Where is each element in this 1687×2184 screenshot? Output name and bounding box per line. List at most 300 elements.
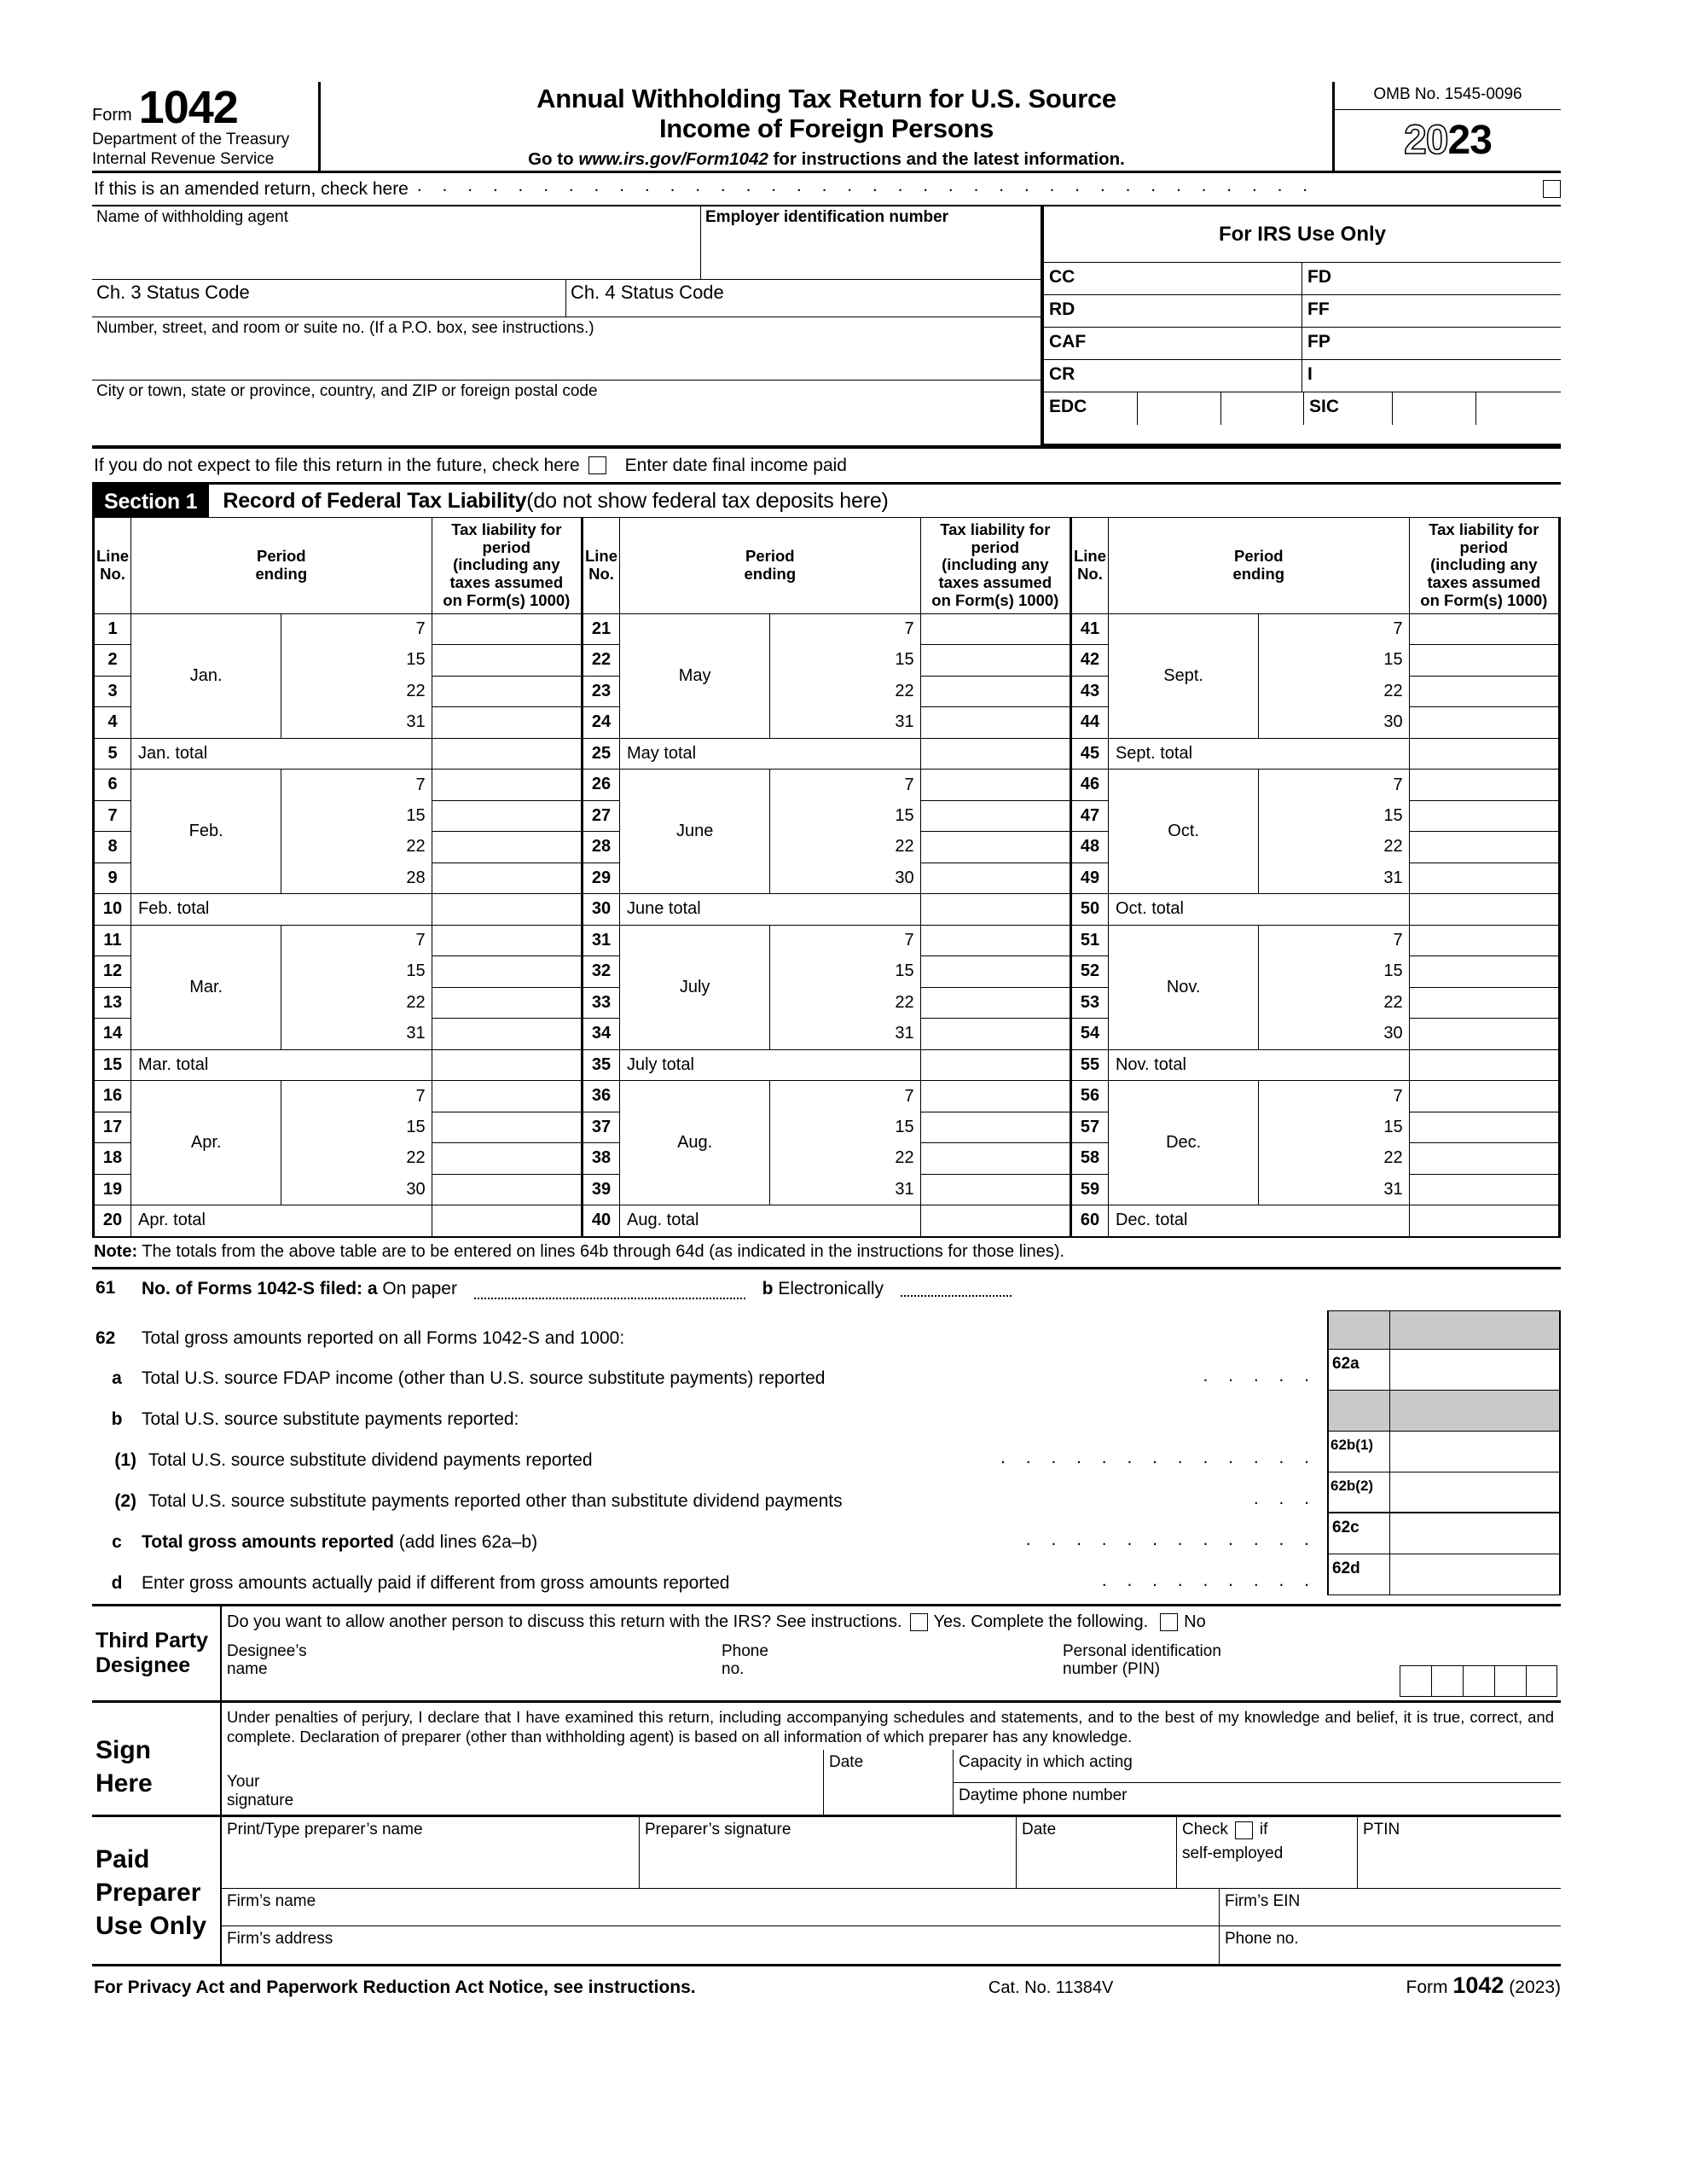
agent-info-block [92,205,1561,447]
line-61a-label: On paper [377,1278,457,1298]
line-number-cell: 38 [582,1143,619,1175]
line-number-cell: 26 [582,770,619,801]
tax-liability-input-cell[interactable] [432,1019,582,1050]
month-total-label-cell: May total [619,738,920,770]
period-ending-day-cell: 31 [770,707,920,739]
section-1-bar [92,482,1561,517]
preparer-date-field[interactable] [1017,1817,1177,1888]
ch3-status-code-field[interactable] [92,280,566,317]
irs-field-cc[interactable]: CC [1044,263,1302,294]
tax-liability-input-cell[interactable] [920,863,1070,894]
line-number-cell: 56 [1070,1081,1108,1112]
irs-use-only-title: For IRS Use Only [1044,206,1561,263]
paid-preparer-body [222,1817,1561,1964]
paid-preparer-label-line-1: Paid [96,1845,150,1874]
col-header-line-no-2: Line No. [582,518,619,614]
line-62a-letter: a [112,1368,122,1388]
month-total-input-cell[interactable] [1409,738,1559,770]
footer-form-number: 1042 [1452,1972,1504,1999]
final-income-date-label: Enter date final income paid [624,455,847,475]
signature-date-field[interactable] [824,1750,954,1815]
employer-id-number-field[interactable] [701,206,1041,280]
your-signature-label-2: signature [227,1791,294,1809]
ptin-field[interactable] [1358,1817,1561,1888]
tax-liability-input-cell[interactable] [1409,800,1559,832]
month-total-label-cell: July total [619,1049,920,1081]
month-label-cell: Dec. [1108,1081,1258,1205]
paid-preparer-label-line-3: Use Only [96,1912,207,1941]
designee-phone-label-1: Phone [722,1641,768,1660]
designee-pin-field[interactable] [1058,1637,1561,1700]
form-sheet [92,82,1561,1999]
city-state-zip-field[interactable] [92,380,1041,447]
final-return-line [92,447,1561,482]
line-number-cell: 17 [94,1112,131,1143]
goto-suffix: for instructions and the latest information. [768,148,1125,169]
amount-value-62b2[interactable] [1390,1472,1559,1512]
amount-value-62a[interactable] [1390,1350,1559,1390]
footer-form-year: (2023) [1504,1978,1561,1998]
line-number-cell: 7 [94,800,131,832]
daytime-phone-field[interactable] [954,1783,1561,1815]
designee-name-label-2: name [227,1660,268,1679]
line-62b1-letter: (1) [114,1449,136,1470]
form-title-line-1: Annual Withholding Tax Return for U.S. Source [536,84,1116,113]
line-number-cell: 11 [94,925,131,956]
third-party-question-row [222,1606,1561,1637]
irs-field-fd[interactable]: FD [1307,267,1331,287]
liability-total-row [94,1205,1560,1237]
third-party-question-text: Do you want to allow another person to discuss this return with the IRS? See instructions. [227,1612,902,1631]
irs-field-sic-box-1[interactable] [1393,392,1476,425]
col-header-period-3: Period ending [1108,518,1409,614]
line-62b1-row [92,1440,1317,1481]
footer-form-word: Form [1406,1978,1453,1998]
final-return-checkbox[interactable] [588,456,606,474]
month-label-cell: Nov. [1108,925,1258,1049]
month-total-input-cell[interactable] [920,1205,1070,1237]
line-number-cell: 6 [94,770,131,801]
tax-year-digits: 23 [1447,117,1492,163]
tax-liability-input-cell[interactable] [432,613,582,645]
irs-field-sic-box-2[interactable] [1476,392,1561,425]
self-employed-checkbox[interactable] [1235,1821,1253,1839]
month-total-input-cell[interactable] [432,1205,582,1237]
tax-liability-input-cell[interactable] [920,1174,1070,1205]
line-number-cell: 58 [1070,1143,1108,1175]
tax-liability-input-cell[interactable] [920,925,1070,956]
paid-preparer-block [92,1815,1561,1966]
preparer-name-field[interactable] [222,1817,640,1888]
ch4-status-code-field[interactable] [566,280,1041,317]
tax-liability-input-cell[interactable] [1409,863,1559,894]
final-return-label: If you do not expect to file this return in the future, check here [94,455,580,475]
month-total-label-cell: Apr. total [131,1205,432,1237]
period-ending-day-cell: 22 [281,1143,432,1175]
month-total-input-cell[interactable] [1409,894,1559,926]
third-party-yes-checkbox[interactable] [910,1613,928,1631]
irs-field-cr[interactable]: CR [1044,360,1302,392]
tax-liability-input-cell[interactable] [920,1081,1070,1112]
tax-liability-input-cell[interactable] [920,832,1070,863]
amount-key-62c: 62c [1329,1513,1390,1554]
line-number-cell: 53 [1070,987,1108,1019]
amount-row-62b2 [1327,1472,1561,1513]
amount-value-62d[interactable] [1390,1554,1559,1594]
amount-value-62c[interactable] [1390,1513,1559,1554]
line-number-cell: 43 [1070,676,1108,707]
line-number-cell: 44 [1070,707,1108,739]
month-total-input-cell[interactable] [432,894,582,926]
form-identity-block [92,82,321,171]
amended-leader-dots: . . . . . . . . . . . . . . . . . . . . . . . . . . . . . . . . . . . . [416,175,1316,195]
federal-tax-liability-table [92,517,1561,1237]
period-ending-day-cell: 31 [281,707,432,739]
irs-use-row [1044,328,1561,360]
month-total-label-cell: Aug. total [619,1205,920,1237]
line-number-cell: 3 [94,676,131,707]
line-62c-content [142,1532,537,1553]
total-line-number-cell: 35 [582,1049,619,1081]
form-number: 1042 [138,82,238,134]
firm-address-label: Firm’s address [227,1930,333,1949]
liability-row [94,707,1560,739]
tax-liability-input-cell[interactable] [432,956,582,988]
pin-box[interactable] [1463,1665,1494,1697]
sign-here-body [222,1703,1561,1815]
period-ending-day-cell: 31 [1259,1174,1409,1205]
col-header-liability-3: Tax liability for period (including any taxes assumed on Form(s) 1000) [1409,518,1559,614]
pin-box[interactable] [1494,1665,1526,1697]
period-ending-day-cell: 7 [1259,613,1409,645]
liability-row [94,1081,1560,1112]
tax-liability-input-cell[interactable] [1409,1019,1559,1050]
liability-row [94,676,1560,707]
capacity-phone-stack [954,1750,1561,1815]
period-ending-day-cell: 22 [770,676,920,707]
line-61a-input[interactable] [474,1297,745,1299]
liability-row [94,645,1560,677]
section-1-title: Record of Federal Tax Liability [223,488,527,513]
preparer-signature-field[interactable] [640,1817,1017,1888]
third-party-no-checkbox[interactable] [1160,1613,1178,1631]
line-62-row [92,1319,1317,1358]
self-employed-text: self-employed [1182,1844,1284,1863]
line-62-intro: Total gross amounts reported on all Forms 1042-S and 1000: [142,1328,625,1349]
irs-url-link[interactable]: www.irs.gov/Form1042 [578,148,768,169]
tax-liability-input-cell[interactable] [920,707,1070,739]
tax-liability-input-cell[interactable] [1409,1081,1559,1112]
tax-liability-input-cell[interactable] [1409,1112,1559,1143]
designee-name-field[interactable] [222,1637,716,1700]
period-ending-day-cell: 15 [281,800,432,832]
month-total-input-cell[interactable] [432,1049,582,1081]
line-61-content [142,1278,1561,1299]
amount-value-62b1[interactable] [1390,1432,1559,1472]
amount-row-62-intro [1327,1310,1561,1350]
liability-table-head [94,518,1560,614]
section-1-tag: Section 1 [92,485,209,517]
line-61b-label: Electronically [773,1278,884,1298]
period-ending-day-cell: 30 [281,1174,432,1205]
line-number-cell: 29 [582,863,619,894]
firm-phone-field[interactable] [1220,1926,1561,1964]
agent-address-column [92,206,1041,447]
irs-field-sic[interactable]: SIC [1304,392,1393,425]
period-ending-day-cell: 30 [770,863,920,894]
month-label-cell: Feb. [131,770,281,894]
total-line-number-cell: 60 [1070,1205,1108,1237]
line-number-cell: 32 [582,956,619,988]
total-line-number-cell: 45 [1070,738,1108,770]
tax-liability-input-cell[interactable] [432,770,582,801]
period-ending-day-cell: 22 [281,676,432,707]
line-62c-label-bold: Total gross amounts reported [142,1531,394,1552]
tax-liability-input-cell[interactable] [1409,987,1559,1019]
period-ending-day-cell: 7 [1259,1081,1409,1112]
form-word-label: Form [92,106,132,125]
line-number-cell: 24 [582,707,619,739]
tax-liability-input-cell[interactable] [1409,770,1559,801]
period-ending-day-cell: 15 [770,800,920,832]
firm-name-field[interactable] [222,1889,1220,1926]
irs-use-row [1044,295,1561,328]
liability-total-row [94,1049,1560,1081]
third-party-designee-block [92,1604,1561,1700]
pin-box[interactable] [1400,1665,1431,1697]
amended-return-checkbox[interactable] [1543,180,1561,198]
department-line-1: Department of the Treasury [92,131,290,148]
sign-here-label [92,1703,222,1815]
period-ending-day-cell: 30 [1259,1019,1409,1050]
tax-liability-input-cell[interactable] [1409,645,1559,677]
tax-liability-input-cell[interactable] [1409,956,1559,988]
sign-here-label-line-2: Here [96,1769,153,1798]
street-address-field[interactable] [92,317,1041,380]
irs-field-caf[interactable]: CAF [1044,328,1302,359]
tax-year [1335,110,1561,171]
daytime-phone-label: Daytime phone number [959,1786,1128,1804]
month-label-cell: July [619,925,769,1049]
line-62b-label: Total U.S. source substitute payments reported: [142,1409,519,1429]
amount-row-62d [1327,1554,1561,1595]
line-number-cell: 41 [1070,613,1108,645]
catalog-number: Cat. No. 11384V [988,1978,1114,1998]
month-total-input-cell[interactable] [920,738,1070,770]
month-total-input-cell[interactable] [1409,1205,1559,1237]
tax-liability-input-cell[interactable] [920,676,1070,707]
tax-liability-input-cell[interactable] [432,645,582,677]
third-party-designee-body [222,1606,1561,1700]
firm-ein-field[interactable] [1220,1889,1561,1926]
tax-liability-input-cell[interactable] [1409,676,1559,707]
line-62d-leader: . . . . . . . . . [1101,1570,1317,1590]
col-header-period-2: Period ending [619,518,920,614]
line-61b-letter: b [762,1278,774,1298]
tax-liability-input-cell[interactable] [432,1112,582,1143]
month-total-input-cell[interactable] [1409,1049,1559,1081]
tax-liability-input-cell[interactable] [432,800,582,832]
irs-field-fp[interactable]: FP [1307,332,1330,351]
withholding-agent-name-field[interactable] [92,206,701,280]
month-total-input-cell[interactable] [432,738,582,770]
tax-liability-input-cell[interactable] [920,800,1070,832]
pin-box[interactable] [1431,1665,1463,1697]
tax-liability-input-cell[interactable] [1409,1174,1559,1205]
tax-liability-input-cell[interactable] [432,1174,582,1205]
period-ending-day-cell: 28 [281,863,432,894]
line-62c-label: (add lines 62a–b) [393,1531,538,1552]
period-ending-day-cell: 15 [770,956,920,988]
tax-liability-input-cell[interactable] [920,956,1070,988]
line-61b-input[interactable] [901,1294,1012,1297]
line-62d-row [92,1563,1317,1604]
month-total-input-cell[interactable] [920,894,1070,926]
form-instructions-link-line [329,144,1324,170]
firm-address-field[interactable] [222,1926,1220,1964]
line-62b2-letter: (2) [114,1490,136,1511]
capacity-field[interactable] [954,1750,1561,1783]
line-number-cell: 18 [94,1143,131,1175]
tax-liability-input-cell[interactable] [1409,1143,1559,1175]
total-line-number-cell: 30 [582,894,619,926]
irs-field-edc-box-1[interactable] [1138,392,1221,425]
paid-preparer-label-line-2: Preparer [96,1879,201,1908]
tax-liability-input-cell[interactable] [432,676,582,707]
col-header-period-1: Period ending [131,518,432,614]
pin-box[interactable] [1526,1665,1557,1697]
month-label-cell: Sept. [1108,613,1258,738]
liability-row [94,800,1560,832]
amount-row-62c [1327,1513,1561,1554]
total-line-number-cell: 5 [94,738,131,770]
line-number-cell: 16 [94,1081,131,1112]
line-62c-letter: c [112,1531,122,1552]
month-total-label-cell: Mar. total [131,1049,432,1081]
amount-key-62d: 62d [1329,1554,1390,1594]
period-ending-day-cell: 7 [281,925,432,956]
liability-row [94,1143,1560,1175]
tax-liability-input-cell[interactable] [1409,832,1559,863]
self-employed-if-label: if [1259,1821,1268,1839]
tax-liability-input-cell[interactable] [920,770,1070,801]
tax-liability-input-cell[interactable] [432,987,582,1019]
month-total-label-cell: Oct. total [1108,894,1409,926]
tax-liability-input-cell[interactable] [432,863,582,894]
liability-row [94,925,1560,956]
col-header-line-no-3: Line No. [1070,518,1108,614]
signature-date-label: Date [829,1753,864,1772]
tax-liability-input-cell[interactable] [920,1143,1070,1175]
tax-liability-input-cell[interactable] [1409,613,1559,645]
self-employed-check-row [1182,1821,1357,1839]
tax-liability-input-cell[interactable] [920,1019,1070,1050]
liability-row [94,1174,1560,1205]
your-signature-field[interactable] [222,1750,824,1815]
line-62b2-row [92,1481,1317,1522]
tax-liability-input-cell[interactable] [1409,707,1559,739]
tax-liability-input-cell[interactable] [1409,925,1559,956]
line-number-cell: 49 [1070,863,1108,894]
period-ending-day-cell: 15 [281,1112,432,1143]
period-ending-day-cell: 7 [281,1081,432,1112]
amended-return-label: If this is an amended return, check here [94,178,409,199]
line-62b-row [92,1399,1317,1440]
preparer-name-label: Print/Type preparer’s name [227,1821,423,1839]
line-number-cell: 57 [1070,1112,1108,1143]
month-label-cell: Aug. [619,1081,769,1205]
period-ending-day-cell: 15 [281,645,432,677]
line-number-cell: 47 [1070,800,1108,832]
line-62b2-label: Total U.S. source substitute payments reported other than substitute dividend payments [148,1490,843,1511]
designee-pin-label-1: Personal identification [1063,1641,1221,1660]
street-address-label: Number, street, and room or suite no. (If a P.O. box, see instructions.) [96,319,594,337]
irs-use-row [1044,392,1561,425]
period-ending-day-cell: 7 [770,925,920,956]
designee-phone-field[interactable] [716,1637,1058,1700]
month-total-label-cell: Nov. total [1108,1049,1409,1081]
tax-liability-input-cell[interactable] [432,707,582,739]
line-number-cell: 42 [1070,645,1108,677]
period-ending-day-cell: 15 [1259,956,1409,988]
signature-row [222,1750,1561,1815]
firm-phone-label: Phone no. [1225,1930,1299,1949]
tax-liability-input-cell[interactable] [920,613,1070,645]
line-62a-leader: . . . . . [1203,1365,1317,1385]
period-ending-day-cell: 15 [281,956,432,988]
goto-prefix: Go to [528,148,579,169]
month-total-input-cell[interactable] [920,1049,1070,1081]
irs-field-i[interactable]: I [1307,364,1313,384]
period-ending-day-cell: 22 [770,832,920,863]
tax-liability-input-cell[interactable] [920,645,1070,677]
line-61-label: No. of Forms 1042-S filed: a [142,1278,378,1298]
form-title-block [321,82,1332,171]
period-ending-day-cell: 7 [770,613,920,645]
liability-total-row [94,894,1560,926]
amount-key-blank-1 [1329,1311,1390,1349]
total-line-number-cell: 25 [582,738,619,770]
month-label-cell: Jan. [131,613,281,738]
tax-liability-input-cell[interactable] [432,925,582,956]
tax-liability-input-cell[interactable] [432,1143,582,1175]
irs-field-ff[interactable]: FF [1307,299,1330,319]
irs-field-edc[interactable]: EDC [1044,392,1138,425]
tax-liability-input-cell[interactable] [432,1081,582,1112]
preparer-signature-label: Preparer’s signature [645,1821,791,1839]
liability-row [94,956,1560,988]
third-party-no-label: No [1184,1612,1206,1631]
tax-liability-input-cell[interactable] [920,987,1070,1019]
liability-row [94,770,1560,801]
tax-liability-input-cell[interactable] [432,832,582,863]
designee-pin-boxes[interactable] [1400,1665,1557,1697]
irs-field-edc-box-2[interactable] [1221,392,1304,425]
tax-liability-input-cell[interactable] [920,1112,1070,1143]
period-ending-day-cell: 30 [1259,707,1409,739]
form-footer [92,1966,1561,1999]
irs-field-rd[interactable]: RD [1044,295,1302,327]
section-1-subtitle: (do not show federal tax deposits here) [526,488,889,513]
line-number-cell: 46 [1070,770,1108,801]
self-employed-field[interactable] [1177,1817,1358,1888]
period-ending-day-cell: 22 [1259,676,1409,707]
line-number-cell: 36 [582,1081,619,1112]
period-ending-day-cell: 7 [281,770,432,801]
line-number-cell: 19 [94,1174,131,1205]
irs-use-row [1044,360,1561,392]
liability-row [94,613,1560,645]
